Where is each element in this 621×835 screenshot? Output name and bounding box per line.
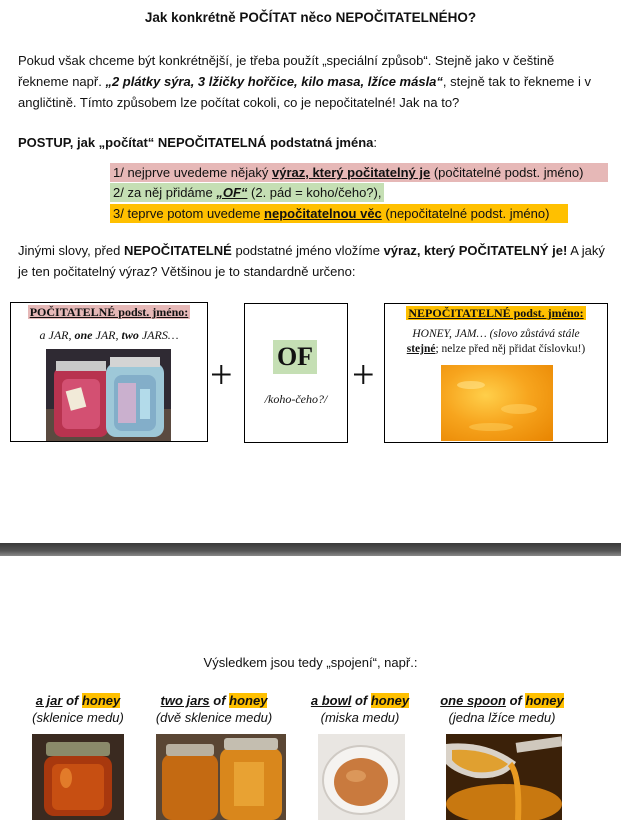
result-item bbox=[150, 692, 278, 726]
explanation-paragraph bbox=[18, 240, 613, 282]
intro-paragraph bbox=[18, 50, 608, 113]
countable-examples bbox=[11, 328, 207, 343]
step-2-b: „OF“ bbox=[216, 185, 248, 200]
step-1-c: (počitatelné podst. jméno) bbox=[430, 165, 584, 180]
of-box bbox=[244, 303, 348, 443]
procedure-heading bbox=[18, 135, 377, 150]
result-intro: Výsledkem jsou tedy „spojení“, např.: bbox=[203, 655, 418, 670]
result-of: of bbox=[209, 693, 230, 708]
result-countable: a jar bbox=[35, 693, 63, 708]
page-divider bbox=[0, 543, 621, 556]
honey-image bbox=[441, 365, 553, 441]
countable-heading: POČITATELNÉ podst. jméno: bbox=[29, 305, 189, 319]
result-countable: two jars bbox=[160, 693, 210, 708]
of-label: OF bbox=[273, 340, 317, 374]
bowl-of-honey-image bbox=[318, 734, 405, 820]
step-1-a: 1/ nejprve uvedeme nějaký bbox=[113, 165, 272, 180]
step-3-a: 3/ teprve potom uvedeme bbox=[113, 206, 265, 221]
intro-examples: „2 plátky sýra, 3 lžičky hořčice, kilo masa, lžíce másla“ bbox=[105, 74, 443, 89]
explanation-a: Jinými slovy, před bbox=[18, 243, 124, 258]
result-translation: (jedna lžíce medu) bbox=[448, 710, 556, 725]
ex-f: JARS… bbox=[141, 328, 179, 342]
plus-sign-1: + bbox=[210, 352, 233, 397]
step-2-c: (2. pád = koho/čeho?), bbox=[247, 185, 382, 200]
result-honey: honey bbox=[525, 693, 564, 708]
spoon-of-honey-image bbox=[446, 734, 562, 820]
uncountable-line1: HONEY, JAM… (slovo zůstává stále bbox=[412, 328, 580, 340]
two-jars-of-honey-image bbox=[156, 734, 286, 820]
result-translation: (miska medu) bbox=[320, 710, 400, 725]
jars-image bbox=[46, 349, 171, 441]
step-1-b: výraz, který počitatelný je bbox=[271, 165, 431, 180]
explanation-b: NEPOČITATELNÉ bbox=[123, 243, 232, 258]
step-3 bbox=[110, 204, 568, 223]
countable-box bbox=[10, 302, 208, 442]
plus-sign-2: + bbox=[352, 352, 375, 397]
procedure-heading-text: POSTUP, jak „počítat“ NEPOČITATELNÁ podstatná jména bbox=[18, 135, 374, 150]
ex-c: one bbox=[74, 328, 96, 342]
uncountable-line2b: ; nelze před něj přidat číslovku!) bbox=[435, 343, 586, 355]
explanation-c: podstatné jméno vložíme bbox=[231, 243, 384, 258]
result-item bbox=[14, 692, 142, 726]
result-honey: honey bbox=[81, 693, 121, 708]
step-2 bbox=[110, 183, 384, 202]
uncountable-line2a: stejné bbox=[406, 343, 436, 355]
procedure-heading-colon: : bbox=[373, 135, 378, 150]
result-of: of bbox=[505, 693, 526, 708]
intro-text-1: Pokud však chceme být konkrétnější, je třeba použít „speciální způsob“. Stejně jako v češtině řekneme např. bbox=[18, 53, 555, 89]
intro-text-3: , stejně tak to řekneme i v angličtině. Tímto způsobem lze počítat cokoli, co je nepočitatelné! Jak na to? bbox=[18, 74, 592, 110]
explanation-d: výraz, který POČITATELNÝ je! bbox=[383, 243, 568, 258]
result-honey: honey bbox=[229, 693, 268, 708]
result-item bbox=[296, 692, 424, 726]
result-honey: honey bbox=[370, 693, 410, 708]
result-of: of bbox=[62, 693, 82, 708]
step-3-b: nepočitatelnou věc bbox=[264, 206, 382, 221]
result-countable: a bowl bbox=[310, 693, 352, 708]
uncountable-heading: NEPOČITATELNÉ podst. jméno: bbox=[408, 306, 584, 320]
result-translation: (dvě sklenice medu) bbox=[155, 710, 273, 725]
result-item bbox=[438, 692, 566, 726]
ex-b: JAR, bbox=[48, 328, 75, 342]
step-3-c: (nepočitatelné podst. jméno) bbox=[381, 206, 550, 221]
ex-a: a bbox=[39, 328, 49, 342]
uncountable-box bbox=[384, 303, 608, 443]
ex-d: JAR, bbox=[95, 328, 122, 342]
ex-e: two bbox=[121, 328, 142, 342]
result-translation: (sklenice medu) bbox=[32, 710, 124, 725]
explanation-e: A jaký je ten počitatelný výraz? Většinou je to standardně určeno: bbox=[18, 243, 605, 279]
result-countable: one spoon bbox=[440, 693, 506, 708]
jar-of-honey-image bbox=[32, 734, 124, 820]
step-1 bbox=[110, 163, 608, 182]
step-2-a: 2/ za něj přidáme bbox=[113, 185, 217, 200]
page-title: Jak konkrétně POČÍTAT něco NEPOČITATELNÉHO? bbox=[144, 10, 477, 25]
of-sub: /koho-čeho?/ bbox=[264, 392, 328, 406]
result-of: of bbox=[351, 693, 371, 708]
